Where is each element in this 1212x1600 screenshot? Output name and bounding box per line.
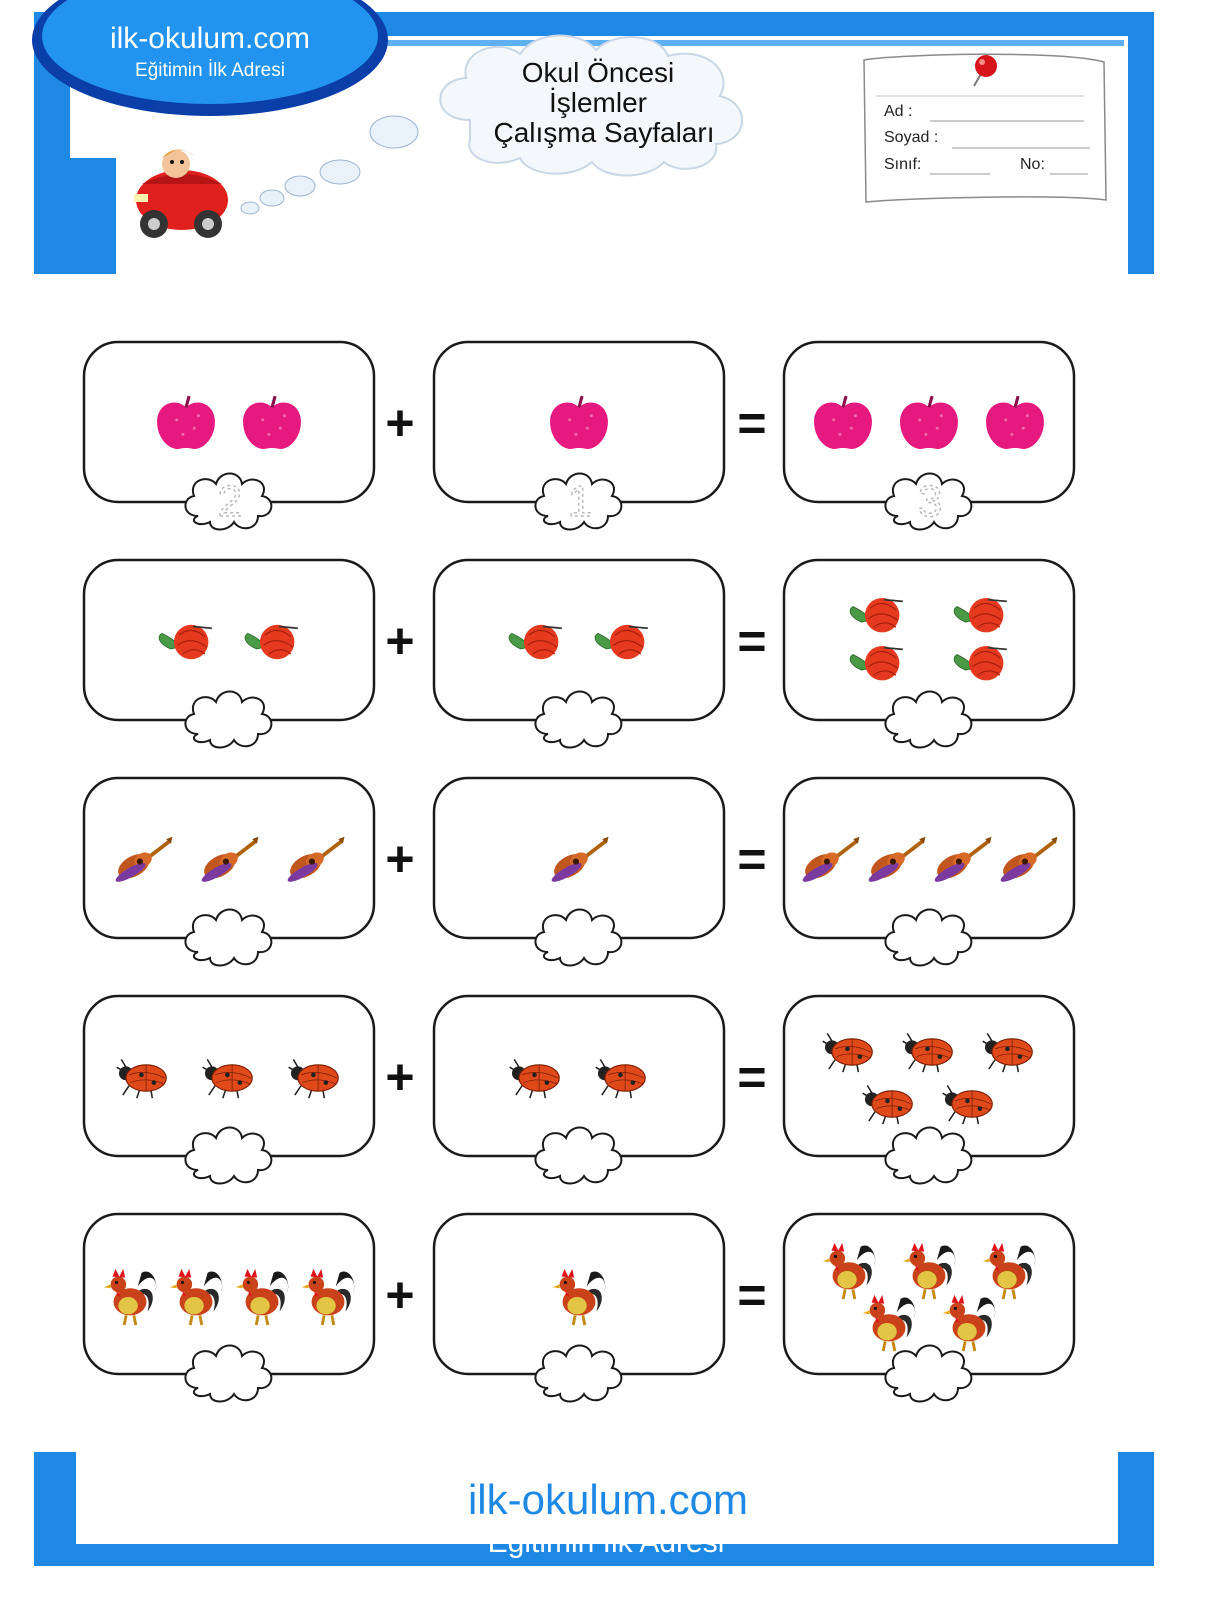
student-info-card <box>864 54 1106 202</box>
equals-sign: = <box>737 1267 767 1323</box>
plus-sign: + <box>385 395 415 451</box>
exercise-row <box>84 342 1074 530</box>
result-card <box>784 996 1074 1184</box>
surname-label: Soyad : <box>884 129 939 146</box>
equals-sign: = <box>737 613 767 669</box>
car-mascot-icon <box>134 149 228 238</box>
answer-cloud[interactable] <box>535 1346 621 1402</box>
site-logo <box>32 0 388 116</box>
title-line-1: Okul Öncesi <box>521 57 675 88</box>
addend-card <box>84 342 374 530</box>
result-card <box>784 1214 1074 1402</box>
answer-cloud[interactable] <box>885 910 971 966</box>
answer-number: 3 <box>917 477 943 526</box>
addend-card <box>84 778 374 966</box>
plus-sign: + <box>385 613 415 669</box>
plus-sign: + <box>385 1049 415 1105</box>
result-card <box>784 778 1074 966</box>
title-line-2: İşlemler <box>548 87 648 118</box>
answer-cloud[interactable] <box>185 910 271 966</box>
addend-card <box>434 778 724 966</box>
addend-card <box>84 1214 374 1402</box>
exercise-row <box>84 560 1074 748</box>
result-card <box>784 342 1074 530</box>
equals-sign: = <box>737 831 767 887</box>
answer-cloud[interactable] <box>885 692 971 748</box>
number-label: No: <box>1020 156 1045 173</box>
equals-sign: = <box>737 395 767 451</box>
answer-cloud[interactable] <box>185 692 271 748</box>
answer-cloud[interactable] <box>535 910 621 966</box>
answer-number: 1 <box>567 477 593 526</box>
header-tagline: Eğitimin İlk Adresi <box>135 60 285 81</box>
footer-tagline: Eğitimin İlk Adresi <box>487 1526 725 1559</box>
exercise-grid <box>84 342 1074 1402</box>
class-label: Sınıf: <box>884 156 922 173</box>
footer-site-name: ilk-okulum.com <box>467 1476 749 1523</box>
exercise-row <box>84 778 1074 966</box>
exercise-row <box>84 1214 1074 1402</box>
answer-number: 2 <box>217 477 243 526</box>
plus-sign: + <box>385 831 415 887</box>
answer-cloud[interactable] <box>885 1128 971 1184</box>
addend-card <box>84 560 374 748</box>
equals-sign: = <box>737 1049 767 1105</box>
answer-cloud[interactable] <box>185 1346 271 1402</box>
exercise-row <box>84 996 1074 1184</box>
header <box>32 0 1154 274</box>
result-card <box>784 560 1074 748</box>
addend-card <box>434 342 724 530</box>
answer-cloud[interactable] <box>535 692 621 748</box>
header-site-name: ilk-okulum.com <box>109 22 311 55</box>
name-label: Ad : <box>884 103 913 120</box>
answer-cloud[interactable] <box>185 1128 271 1184</box>
answer-cloud[interactable] <box>885 1346 971 1402</box>
answer-cloud[interactable] <box>535 1128 621 1184</box>
plus-sign: + <box>385 1267 415 1323</box>
addend-card <box>84 996 374 1184</box>
addend-card <box>434 996 724 1184</box>
addend-card <box>434 560 724 748</box>
title-cloud <box>440 35 742 175</box>
footer <box>34 1452 1154 1566</box>
thought-bubbles <box>241 116 418 214</box>
addend-card <box>434 1214 724 1402</box>
title-line-3: Çalışma Sayfaları <box>493 117 715 148</box>
